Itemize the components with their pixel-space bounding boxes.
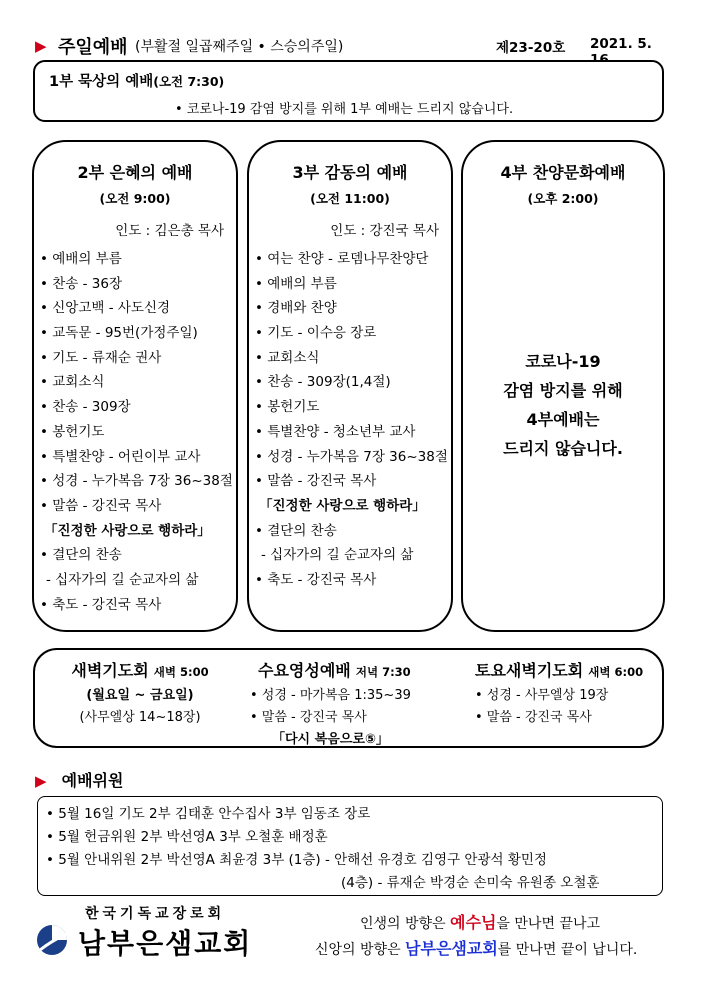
order-item: • 교회소식 bbox=[255, 346, 451, 371]
sermon-title: 「진정한 사랑으로 행하라」 bbox=[44, 522, 211, 539]
order-item: • 말씀 - 강진국 목사 bbox=[40, 494, 236, 519]
motto-highlight-church: 남부은샘교회 bbox=[405, 939, 498, 958]
sermon-title: 「진정한 사랑으로 행하라」 bbox=[259, 497, 426, 514]
order-item: • 성경 - 누가복음 7장 36~38절 bbox=[255, 445, 451, 470]
order-item: • 특별찬양 - 청소년부 교사 bbox=[255, 420, 451, 445]
weekday-services-box bbox=[33, 648, 664, 748]
order-item: • 기도 - 이수응 장로 bbox=[255, 321, 451, 346]
wednesday-sermon-title: 「다시 복음으로⑤」 bbox=[272, 732, 389, 747]
dawn-prayer bbox=[35, 658, 245, 729]
service1-title: 1부 묵상의 예배(오전 7:30) bbox=[49, 74, 225, 90]
order-item: - 십자가의 길 순교자의 삶 bbox=[261, 547, 414, 564]
motto-line-2: 신앙의 방향은 남부은샘교회를 만나면 끝이 납니다. bbox=[315, 939, 638, 958]
order-item: • 결단의 찬송 bbox=[255, 519, 451, 544]
service4-message-line: 코로나-19 bbox=[525, 352, 601, 371]
order-item: • 경배와 찬양 bbox=[255, 296, 451, 321]
order-item: - 십자가의 길 순교자의 삶 bbox=[46, 571, 199, 588]
church-logo bbox=[36, 924, 68, 956]
service1-notice: • 코로나-19 감염 방지를 위해 1부 예배는 드리지 않습니다. bbox=[175, 102, 514, 117]
order-item: • 교회소식 bbox=[40, 370, 236, 395]
service3-order-list bbox=[249, 247, 451, 593]
order-item: • 봉헌기도 bbox=[40, 420, 236, 445]
order-item: • 축도 - 강진국 목사 bbox=[255, 568, 451, 593]
service2-order-list bbox=[34, 247, 236, 617]
dawn-days: (월요일 ~ 금요일) bbox=[86, 688, 194, 703]
order-item: • 교독문 - 95번(가정주일) bbox=[40, 321, 236, 346]
service4-message bbox=[463, 347, 663, 463]
order-item: • 결단의 찬송 bbox=[40, 543, 236, 568]
service4-title: 4부 찬양문화예배 bbox=[500, 163, 626, 182]
page-subtitle: (부활절 일곱째주일 • 스승의주일) bbox=[135, 39, 344, 55]
dawn-passage: (사무엘상 14~18장) bbox=[79, 710, 201, 725]
workers-box bbox=[37, 796, 663, 896]
service3-officiant: 인도 : 강진국 목사 bbox=[330, 223, 439, 239]
workers-line: • 5월 헌금위원 2부 박선영A 3부 오철훈 배정훈 bbox=[46, 829, 328, 845]
red-arrow-icon: ▶ bbox=[35, 37, 47, 55]
order-item: • 성경 - 누가복음 7장 36~38절 bbox=[40, 469, 236, 494]
workers-line: • 5월 안내위원 2부 박선영A 최윤경 3부 (1층) - 안해선 유경호 김영구 안광석 황민정 bbox=[46, 852, 547, 868]
motto-line-1: 인생의 방향은 예수님을 만나면 끝나고 bbox=[360, 913, 600, 932]
church-logo-icon bbox=[36, 924, 68, 956]
order-item: • 찬송 - 309장(1,4절) bbox=[255, 370, 451, 395]
workers-line: • 5월 16일 기도 2부 김태훈 안수집사 3부 임동조 장로 bbox=[46, 806, 371, 822]
church-name: 남부은샘교회 bbox=[78, 927, 253, 960]
saturday-prayer bbox=[475, 658, 665, 729]
issue-number: 제23-20호 bbox=[496, 40, 566, 56]
issue-date: 2021. 5. bbox=[590, 36, 652, 52]
wednesday-service bbox=[250, 658, 465, 751]
order-item: • 축도 - 강진국 목사 bbox=[40, 593, 236, 618]
wednesday-sermon: • 말씀 - 강진국 목사 bbox=[250, 710, 367, 725]
service1-box bbox=[33, 60, 664, 122]
saturday-scripture: • 성경 - 사무엘상 19장 bbox=[475, 688, 609, 703]
workers-line: (4층) - 류재순 박경순 손미숙 유원종 오철훈 bbox=[341, 875, 600, 891]
order-item: • 봉헌기도 bbox=[255, 395, 451, 420]
order-item: • 예배의 부름 bbox=[255, 272, 451, 297]
service4-box bbox=[461, 140, 665, 632]
service4-message-line: 드리지 않습니다. bbox=[503, 439, 623, 458]
service2-box bbox=[32, 140, 238, 632]
wednesday-title: 수요영성예배 bbox=[258, 661, 351, 680]
order-item: • 기도 - 류재순 권사 bbox=[40, 346, 236, 371]
order-item: • 예배의 부름 bbox=[40, 247, 236, 272]
order-item: • 여는 찬양 - 로뎀나무찬양단 bbox=[255, 247, 451, 272]
order-item: • 신앙고백 - 사도신경 bbox=[40, 296, 236, 321]
service3-time: (오전 11:00) bbox=[310, 191, 390, 206]
workers-heading-text: 예배위원 bbox=[61, 771, 124, 790]
wednesday-time: 저녁 7:30 bbox=[355, 665, 411, 679]
order-item: • 말씀 - 강진국 목사 bbox=[255, 469, 451, 494]
page-title: 주일예배 bbox=[58, 37, 128, 58]
service4-message-line: 4부예배는 bbox=[526, 410, 600, 429]
workers-heading bbox=[35, 768, 123, 791]
service3-box bbox=[247, 140, 453, 632]
denomination-name: 한국기독교장로회 bbox=[85, 906, 226, 922]
order-item: • 찬송 - 36장 bbox=[40, 272, 236, 297]
order-item: • 특별찬양 - 어린이부 교사 bbox=[40, 445, 236, 470]
saturday-title: 토요새벽기도회 bbox=[475, 661, 584, 680]
service4-message-line: 감염 방지를 위해 bbox=[503, 381, 623, 400]
service4-time: (오후 2:00) bbox=[527, 191, 599, 206]
wednesday-scripture: • 성경 - 마가복음 1:35~39 bbox=[250, 688, 411, 703]
saturday-sermon: • 말씀 - 강진국 목사 bbox=[475, 710, 592, 725]
bulletin-header bbox=[30, 32, 675, 58]
motto-highlight-jesus: 예수님 bbox=[450, 913, 497, 932]
dawn-time: 새벽 5:00 bbox=[153, 665, 209, 679]
saturday-time: 새벽 6:00 bbox=[588, 665, 644, 679]
service2-officiant: 인도 : 김은총 목사 bbox=[115, 223, 224, 239]
service2-title: 2부 은혜의 예배 bbox=[77, 163, 193, 182]
red-arrow-icon: ▶ bbox=[35, 772, 47, 790]
service2-time: (오전 9:00) bbox=[99, 191, 171, 206]
order-item: • 찬송 - 309장 bbox=[40, 395, 236, 420]
service3-title: 3부 감동의 예배 bbox=[292, 163, 408, 182]
dawn-title: 새벽기도회 bbox=[71, 661, 149, 680]
